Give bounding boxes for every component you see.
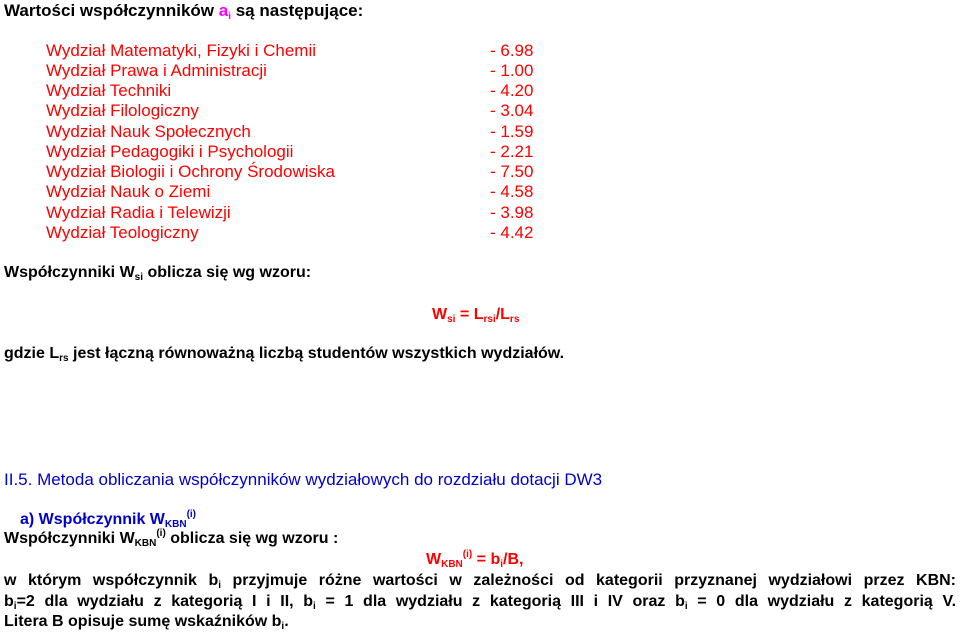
wsi-intro: Współczynniki $W_{si}$ oblicza się wg wzoru: <box>4 264 312 283</box>
heading-symbol: $a_i$ <box>218 1 231 22</box>
faculty-value: - 4.20 <box>490 81 534 100</box>
faculty-name: Wydział Techniki <box>46 81 172 100</box>
faculty-value: - 1.00 <box>490 61 534 80</box>
faculty-name: Wydział Pedagogiki i Psychologii <box>46 142 294 161</box>
faculty-value: - 2.21 <box>490 142 534 161</box>
kbn-intro: Współczynniki $W_{KBN}^{(i)}$ oblicza się wg wzoru : <box>4 528 339 549</box>
paragraph-line-2: $b_i=2$ dla wydziału z kategorią I i II, $b_i = 1$ dla wydziału z kategorią III i IV oraz $b_i = 0$ dla wydziału z kategorią V. <box>4 593 957 612</box>
faculty-value: - 4.58 <box>490 182 534 201</box>
faculty-value: - 6.98 <box>490 41 534 60</box>
faculty-name: Wydział Biologii i Ochrony Środowiska <box>46 162 335 181</box>
paragraph-line-3: Litera B opisuje sumę wskaźników $b_i$. <box>4 613 289 632</box>
faculty-name: Wydział Filologiczny <box>46 101 199 120</box>
lrs-note: gdzie $L_{rs}$ jest łączną równoważną liczbą studentów wszystkich wydziałów. <box>4 345 565 364</box>
faculty-name: Wydział Prawa i Administracji <box>46 61 267 80</box>
faculty-name: Wydział Nauk Społecznych <box>46 122 251 141</box>
section-title: II.5. Metoda obliczania współczynników wydziałowych do rozdziału dotacji DW3 <box>4 470 603 489</box>
faculty-value: - 4.42 <box>490 223 534 242</box>
faculty-name: Wydział Teologiczny <box>46 223 199 242</box>
wsi-formula: $W_{si} = L_{rsi}/L_{rs}$ <box>432 306 520 325</box>
faculty-name: Wydział Radia i Telewizji <box>46 203 231 222</box>
kbn-formula: $W_{KBN}^{(i)} = b_i/B$, <box>426 549 524 570</box>
paragraph-line-1: w którym współczynnik $b_i$ przyjmuje różne wartości w zależności od kategorii przyznanej wydziałowi przez KBN: <box>4 572 957 591</box>
heading: Wartości współczynników $a_i$ są następujące: <box>4 1 364 22</box>
faculty-value: - 3.04 <box>490 101 534 120</box>
subsection-title: a) Współczynnik $W_{KBN}^{(i)}$ <box>20 509 197 530</box>
faculty-name: Wydział Matematyki, Fizyki i Chemii <box>46 41 316 60</box>
faculty-value: - 3.98 <box>490 203 534 222</box>
faculty-value: - 7.50 <box>490 162 534 181</box>
faculty-name: Wydział Nauk o Ziemi <box>46 182 211 201</box>
faculty-value: - 1.59 <box>490 122 534 141</box>
